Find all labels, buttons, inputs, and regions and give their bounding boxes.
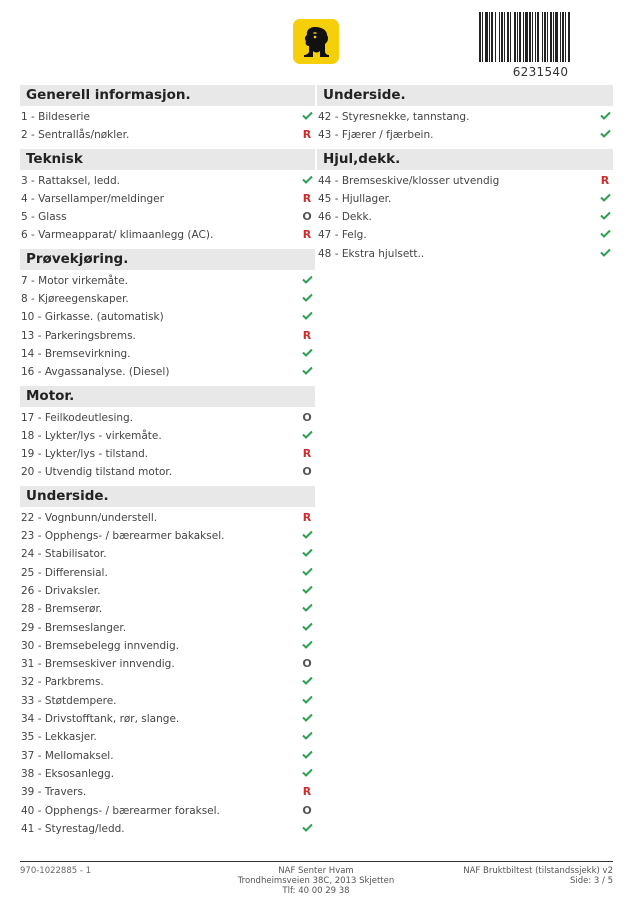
checklist-item-label: 40 - Opphengs- / bærearmer foraksel. [21,804,220,817]
checklist-item [20,226,315,244]
footer-divider [20,861,613,862]
checklist-item-label: 38 - Eksosanlegg. [21,767,115,780]
checklist-item [20,345,315,363]
checklist-item-label: 4 - Varsellamper/meldinger [21,192,164,205]
right-column [317,85,613,263]
checkmark-icon [599,245,611,263]
section-header: Underside. [317,85,613,106]
checklist-item [20,637,315,655]
barcode-bar [562,12,564,62]
checklist-item [20,509,315,527]
checklist-item-label: 8 - Kjøreegenskaper. [21,293,129,306]
barcode-bar [510,12,511,62]
checklist-item [20,765,315,783]
checklist-item [20,728,315,746]
checklist-item-label: 35 - Lekkasjer. [21,731,97,744]
checklist-item [317,108,613,126]
checklist-item-label: 47 - Felg. [318,229,367,242]
checkmark-icon [301,564,313,582]
checklist-item-label: 14 - Bremsevirkning. [21,347,131,360]
checklist-item [20,409,315,427]
checklist-item-label: 42 - Styresnekke, tannstang. [318,111,470,123]
footer-right-line2: Side: 3 / 5 [569,876,613,886]
checklist-item [20,655,315,673]
checklist-item [20,692,315,710]
barcode-bar [504,12,505,62]
checkmark-icon [301,527,313,545]
section-header: Teknisk [20,149,315,170]
checklist-item [20,747,315,765]
checklist-item [20,802,315,820]
left-column [20,85,315,838]
checkmark-icon [301,427,313,445]
barcode-bar [485,12,488,62]
checklist-item-label: 39 - Travers. [21,786,87,799]
barcode-bar [491,12,493,62]
section-items [317,170,613,263]
checklist-item-label: 3 - Rattaksel, ledd. [21,174,120,187]
status-observe: O [302,803,312,817]
checkmark-icon [301,545,313,563]
checklist-item [20,290,315,308]
checkmark-icon [301,747,313,765]
checklist-item-label: 30 - Bremsebelegg innvendig. [21,639,180,652]
checklist-item [20,172,315,190]
checklist-item-label: 31 - Bremseskiver innvendig. [21,658,175,671]
checklist-item-label: 43 - Fjærer / fjærbein. [318,129,434,142]
checklist-item [20,272,315,290]
checklist-item-label: 24 - Stabilisator. [21,548,107,561]
checklist-item [317,208,613,226]
barcode-bar [525,12,528,62]
checklist-item [20,673,315,691]
checklist-item [20,619,315,637]
checkmark-icon [301,108,313,126]
checkmark-icon [599,126,611,144]
checklist-item [20,190,315,208]
section-header: Generell informasjon. [20,85,315,106]
checkmark-icon [301,673,313,691]
checkmark-icon [301,345,313,363]
barcode-bar [514,12,516,62]
status-remark: R [302,128,312,142]
checklist-item [317,245,613,263]
checklist-item-label: 1 - Bildeserie [21,111,90,123]
checklist-item [20,783,315,801]
checklist-item-label: 37 - Mellomaksel. [21,749,114,762]
checklist-item-label: 20 - Utvendig tilstand motor. [21,466,173,479]
checklist-item [20,108,315,126]
barcode-bar [544,12,546,62]
checklist-item-label: 45 - Hjullager. [318,192,392,205]
lion-icon [299,24,333,59]
section-items [20,407,315,482]
barcode-bar [550,12,552,62]
barcode-bar [532,12,533,62]
section-header: Motor. [20,386,315,407]
checkmark-icon [301,363,313,381]
checkmark-icon [301,290,313,308]
checklist-item [20,582,315,600]
barcode-bar [507,12,509,62]
section-items [20,170,315,245]
checklist-item-label: 44 - Bremseskive/klosser utvendig [318,174,500,187]
checklist-item-label: 41 - Styrestag/ledd. [21,822,125,835]
checkmark-icon [599,208,611,226]
checklist-item-label: 46 - Dekk. [318,211,372,224]
checklist-item-label: 6 - Varmeapparat/ klimaanlegg (AC). [21,229,214,242]
section-items [317,106,613,145]
checkmark-icon [301,692,313,710]
checkmark-icon [301,728,313,746]
checkmark-icon [599,108,611,126]
barcode-bar [560,12,561,62]
checkmark-icon [301,272,313,290]
barcode-number: 6231540 [512,65,569,79]
barcode-bar [501,12,503,62]
checklist-item-label: 5 - Glass [21,211,67,224]
checklist-item [317,172,613,190]
section-header: Prøvekjøring. [20,249,315,270]
section-items [20,270,315,382]
barcode-bar [568,12,570,62]
checkmark-icon [301,172,313,190]
checklist-item-label: 28 - Bremserør. [21,603,103,616]
checklist-item-label: 32 - Parkbrems. [21,676,104,689]
barcode-bar [499,12,500,62]
checklist-item-label: 17 - Feilkodeutlesing. [21,411,134,424]
checklist-item [20,600,315,618]
checkmark-icon [301,710,313,728]
barcode-bar [489,12,490,62]
barcode-bar [542,12,543,62]
checklist-item-label: 34 - Drivstofftank, rør, slange. [21,713,180,726]
barcode-bar [537,12,539,62]
barcode-bar [555,12,558,62]
footer-center-line2: Trondheimsveien 38C, 2013 Skjetten [237,876,395,886]
checklist-item-label: 48 - Ekstra hjulsett.. [318,247,425,260]
footer-right-line1: NAF Bruktbiltest (tilstandssjekk) v2 [463,866,613,876]
status-remark: R [302,228,312,242]
checklist-item [20,208,315,226]
checklist-item [20,445,315,463]
barcode-bar [517,12,518,62]
checklist-item [20,463,315,481]
barcode-bar [523,12,524,62]
checklist-item [20,363,315,381]
checklist-item-label: 23 - Opphengs- / bærearmer bakaksel. [21,530,225,543]
footer-center-line1: NAF Senter Hvam [278,866,354,876]
checklist-item [317,190,613,208]
barcode-bar [495,12,496,62]
checklist-item [20,126,315,144]
status-observe: O [302,465,312,479]
checklist-item-label: 26 - Drivaksler. [21,584,101,597]
checkmark-icon [599,226,611,244]
checklist-item-label: 7 - Motor virkemåte. [21,274,129,287]
status-remark: R [302,510,312,524]
checkmark-icon [599,190,611,208]
checklist-item [20,427,315,445]
checklist-item-label: 2 - Sentrallås/nøkler. [21,129,130,142]
checkmark-icon [301,308,313,326]
section-header: Hjul,dekk. [317,149,613,170]
checklist-item [20,308,315,326]
checklist-item-label: 25 - Differensial. [21,566,108,579]
checkmark-icon [301,600,313,618]
barcode-bar [565,12,566,62]
barcode-bar [482,12,483,62]
status-remark: R [302,328,312,342]
barcode-bar [519,12,521,62]
checklist-item-label: 33 - Støtdempere. [21,694,117,707]
barcode-bar [553,12,554,62]
checklist-item-label: 19 - Lykter/lys - tilstand. [21,448,149,461]
checklist-item [20,527,315,545]
barcode-bar [529,12,531,62]
checklist-item-label: 16 - Avgassanalyse. (Diesel) [21,366,170,379]
status-observe: O [302,210,312,224]
footer-doc-id: 970-1022885 - 1 [20,866,92,876]
checklist-item [20,820,315,838]
section-items [20,507,315,838]
footer-center-line3: Tlf: 40 00 29 38 [282,886,350,896]
barcode [479,12,602,62]
footer-address [216,866,416,896]
status-remark: R [600,173,610,187]
checklist-item [317,226,613,244]
status-remark: R [302,447,312,461]
checkmark-icon [301,765,313,783]
checklist-item-label: 22 - Vognbunn/understell. [21,511,158,524]
checklist-item [317,126,613,144]
checklist-item [20,710,315,728]
footer-doc-info [463,866,613,886]
checklist-item [20,545,315,563]
status-remark: R [302,785,312,799]
checklist-item-label: 18 - Lykter/lys - virkemåte. [21,429,162,442]
checkmark-icon [301,820,313,838]
section-items [20,106,315,145]
barcode-bar [547,12,548,62]
barcode-bar [535,12,536,62]
status-observe: O [302,410,312,424]
checklist-item-label: 13 - Parkeringsbrems. [21,329,136,342]
checkmark-icon [301,582,313,600]
naf-logo [293,19,339,64]
checklist-item [20,327,315,345]
status-remark: R [302,191,312,205]
status-observe: O [302,657,312,671]
checklist-item [20,564,315,582]
section-header: Underside. [20,486,315,507]
checkmark-icon [301,619,313,637]
barcode-bar [479,12,481,62]
checklist-item-label: 10 - Girkasse. (automatisk) [21,311,164,324]
checkmark-icon [301,637,313,655]
checklist-item-label: 29 - Bremseslanger. [21,621,127,634]
